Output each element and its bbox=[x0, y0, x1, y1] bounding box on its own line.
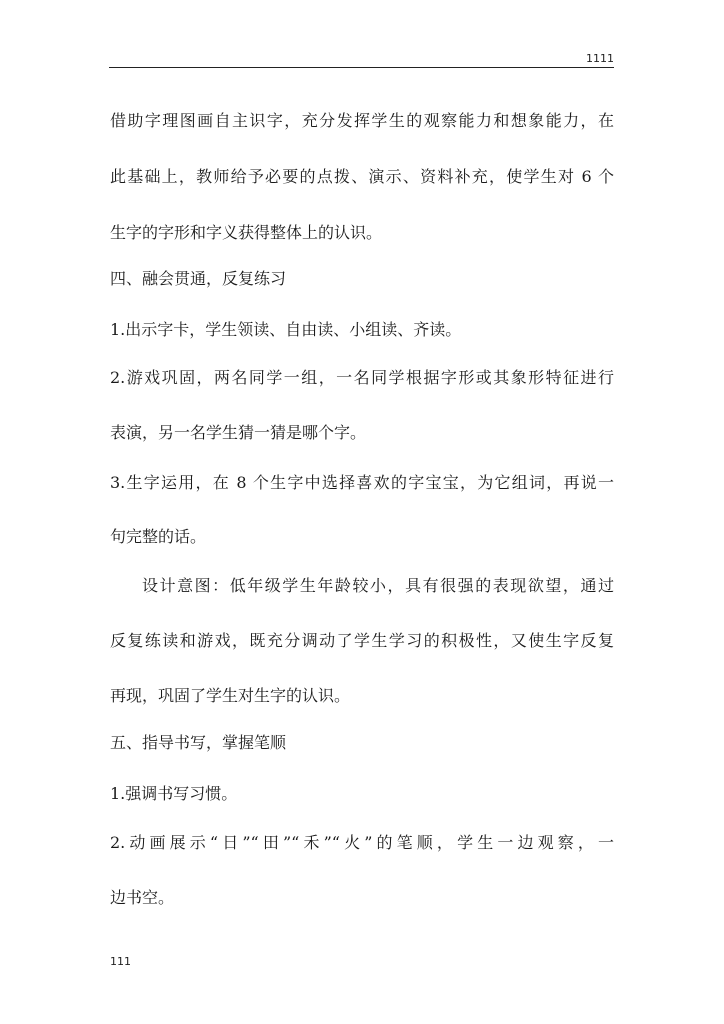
footer-page-number: 111 bbox=[110, 955, 131, 968]
header-page-number: 1111 bbox=[586, 52, 614, 65]
header-rule bbox=[109, 67, 614, 68]
